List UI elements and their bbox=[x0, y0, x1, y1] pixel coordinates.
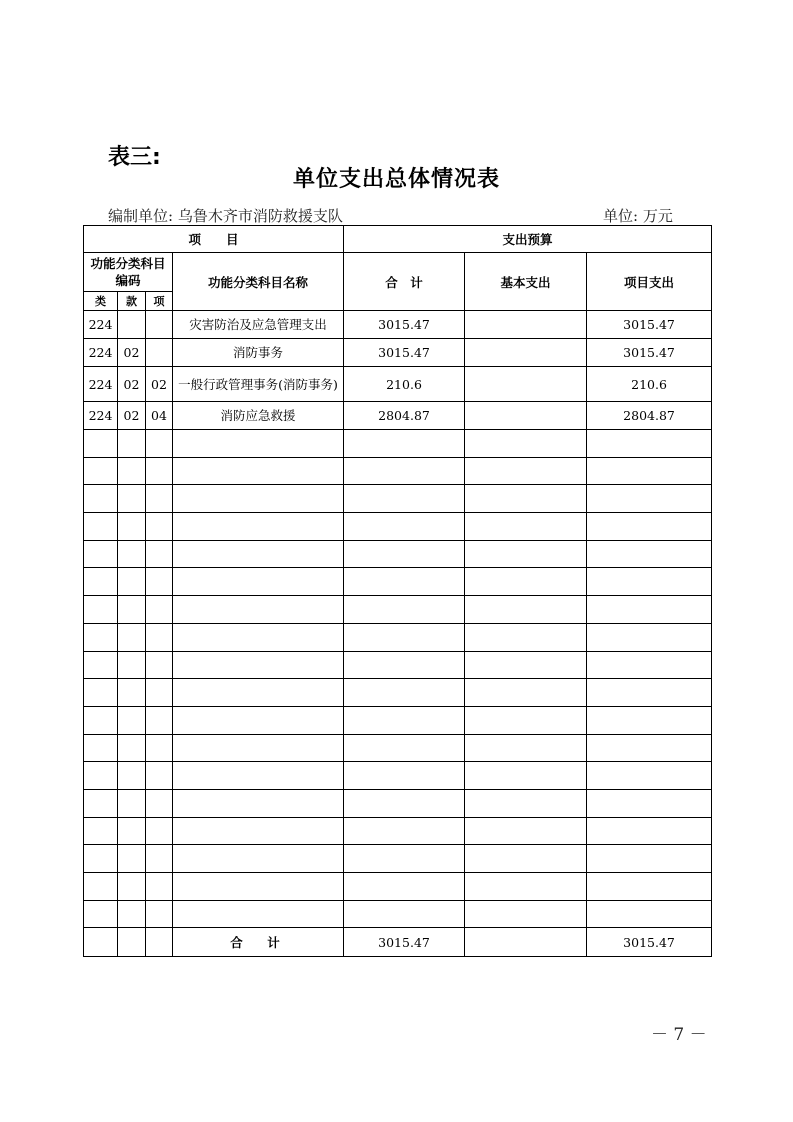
cell-total: 2804.87 bbox=[344, 402, 465, 430]
table-label: 表三: bbox=[108, 145, 161, 170]
cell-total: 210.6 bbox=[344, 367, 465, 402]
cell-name: 一般行政管理事务(消防事务) bbox=[173, 367, 344, 402]
header-project: 项目支出 bbox=[587, 253, 712, 311]
cell-project: 2804.87 bbox=[587, 402, 712, 430]
cell-project: 3015.47 bbox=[587, 339, 712, 367]
empty-row bbox=[84, 762, 712, 790]
header-total: 合 计 bbox=[344, 253, 465, 311]
cell-xiang: 02 bbox=[146, 367, 173, 402]
document-title: 单位支出总体情况表 bbox=[292, 167, 500, 192]
compiling-unit: 编制单位: 乌鲁木齐市消防救援支队 bbox=[108, 207, 343, 225]
table-row bbox=[84, 311, 712, 339]
cell-kuan: 02 bbox=[118, 367, 146, 402]
header-row-2 bbox=[84, 253, 712, 292]
empty-row bbox=[84, 457, 712, 485]
cell-project: 210.6 bbox=[587, 367, 712, 402]
cell-xiang bbox=[146, 311, 173, 339]
table-row bbox=[84, 367, 712, 402]
empty-row bbox=[84, 568, 712, 596]
cell-lei: 224 bbox=[84, 402, 118, 430]
empty-row bbox=[84, 485, 712, 513]
empty-row bbox=[84, 817, 712, 845]
cell-lei: 224 bbox=[84, 339, 118, 367]
cell-name: 灾害防治及应急管理支出 bbox=[173, 311, 344, 339]
cell-basic bbox=[465, 367, 587, 402]
cell-xiang: 04 bbox=[146, 402, 173, 430]
empty-row bbox=[84, 706, 712, 734]
cell-total: 3015.47 bbox=[344, 311, 465, 339]
cell-lei: 224 bbox=[84, 367, 118, 402]
empty-row bbox=[84, 430, 712, 458]
total-row bbox=[84, 928, 712, 957]
expenditure-table bbox=[83, 225, 712, 957]
total-basic bbox=[465, 928, 587, 957]
cell-kuan: 02 bbox=[118, 402, 146, 430]
header-item: 项 目 bbox=[84, 226, 344, 253]
cell-kuan bbox=[118, 311, 146, 339]
cell-total: 3015.47 bbox=[344, 339, 465, 367]
header-kuan: 款 bbox=[118, 292, 146, 311]
total-amount: 3015.47 bbox=[344, 928, 465, 957]
total-label: 合 计 bbox=[173, 928, 344, 957]
header-basic: 基本支出 bbox=[465, 253, 587, 311]
empty-row bbox=[84, 873, 712, 901]
total-project: 3015.47 bbox=[587, 928, 712, 957]
empty-row bbox=[84, 596, 712, 624]
empty-row bbox=[84, 789, 712, 817]
empty-row bbox=[84, 845, 712, 873]
header-lei: 类 bbox=[84, 292, 118, 311]
header-code: 功能分类科目编码 bbox=[84, 253, 173, 292]
table-row bbox=[84, 402, 712, 430]
header-xiang: 项 bbox=[146, 292, 173, 311]
header-name: 功能分类科目名称 bbox=[173, 253, 344, 311]
cell-name: 消防应急救援 bbox=[173, 402, 344, 430]
empty-row bbox=[84, 513, 712, 541]
empty-row bbox=[84, 540, 712, 568]
empty-row bbox=[84, 623, 712, 651]
cell-project: 3015.47 bbox=[587, 311, 712, 339]
cell-basic bbox=[465, 339, 587, 367]
header-budget: 支出预算 bbox=[344, 226, 712, 253]
empty-row bbox=[84, 734, 712, 762]
cell-basic bbox=[465, 402, 587, 430]
table-row bbox=[84, 339, 712, 367]
cell-xiang bbox=[146, 339, 173, 367]
cell-kuan: 02 bbox=[118, 339, 146, 367]
page-number: － 7 － bbox=[651, 1025, 707, 1045]
cell-lei: 224 bbox=[84, 311, 118, 339]
empty-row bbox=[84, 679, 712, 707]
cell-basic bbox=[465, 311, 587, 339]
empty-row bbox=[84, 651, 712, 679]
empty-row bbox=[84, 900, 712, 928]
header-row-1 bbox=[84, 226, 712, 253]
cell-name: 消防事务 bbox=[173, 339, 344, 367]
currency-unit: 单位: 万元 bbox=[603, 207, 673, 225]
